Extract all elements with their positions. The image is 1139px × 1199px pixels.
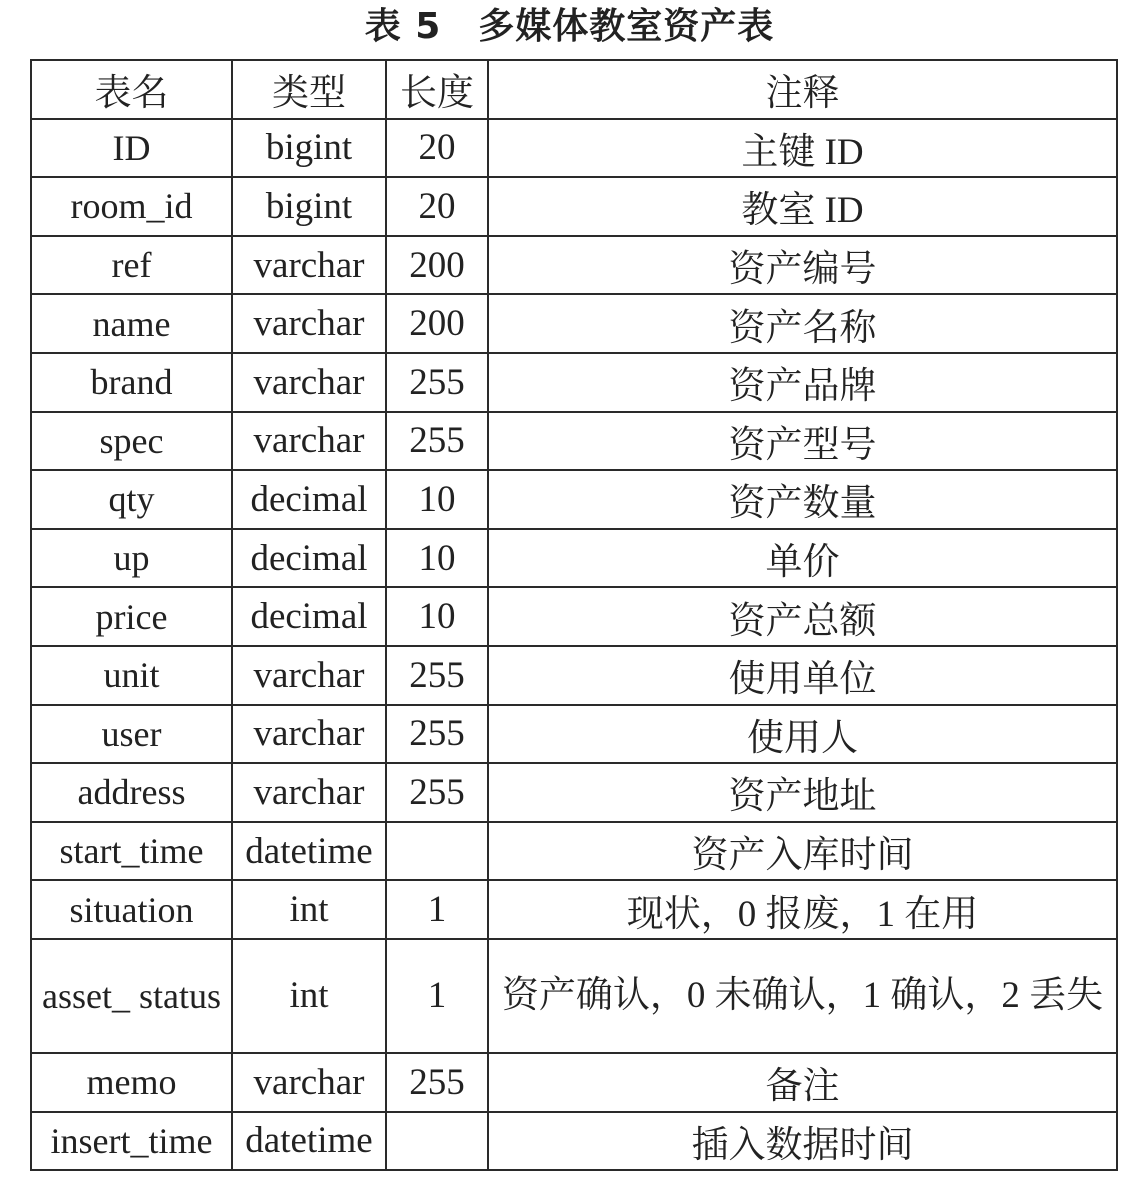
table-row: [31, 1053, 1117, 1112]
table-row: [31, 529, 1117, 588]
cell-name: start_time: [31, 822, 232, 881]
table-row: [31, 236, 1117, 295]
cell-name: asset_ status: [31, 939, 232, 1053]
cell-type: bigint: [232, 177, 386, 236]
cell-length: 200: [386, 236, 488, 295]
cell-name: situation: [31, 880, 232, 939]
cell-name: insert_time: [31, 1112, 232, 1171]
cell-length: 20: [386, 119, 488, 178]
cell-comment: 资产品牌: [488, 353, 1117, 412]
cell-type: bigint: [232, 119, 386, 178]
cell-length: 10: [386, 470, 488, 529]
cell-name: memo: [31, 1053, 232, 1112]
table-row: [31, 705, 1117, 764]
table-row: [31, 1112, 1117, 1171]
cell-name: unit: [31, 646, 232, 705]
table-row: [31, 119, 1117, 178]
cell-comment: 使用单位: [488, 646, 1117, 705]
table-caption: 表 5 多媒体教室资产表: [364, 6, 775, 47]
cell-name: room_id: [31, 177, 232, 236]
header-row: [31, 60, 1117, 119]
cell-type: int: [232, 939, 386, 1053]
cell-comment: 资产型号: [488, 412, 1117, 471]
cell-type: decimal: [232, 529, 386, 588]
table-row: [31, 763, 1117, 822]
cell-length: 255: [386, 353, 488, 412]
cell-comment: 资产确认，0 未确认，1 确认，2 丢失: [488, 939, 1117, 1053]
table-row: [31, 880, 1117, 939]
cell-type: varchar: [232, 1053, 386, 1112]
cell-length: 20: [386, 177, 488, 236]
cell-length: 255: [386, 763, 488, 822]
cell-type: decimal: [232, 470, 386, 529]
cell-comment: 资产地址: [488, 763, 1117, 822]
cell-name: qty: [31, 470, 232, 529]
cell-comment: 资产名称: [488, 294, 1117, 353]
cell-length: 200: [386, 294, 488, 353]
cell-name: ref: [31, 236, 232, 295]
cell-type: varchar: [232, 705, 386, 764]
header-cell-length: 长度: [386, 60, 488, 119]
cell-comment: 教室 ID: [488, 177, 1117, 236]
table-row: [31, 177, 1117, 236]
cell-type: datetime: [232, 822, 386, 881]
table-row: [31, 470, 1117, 529]
cell-length: [386, 1112, 488, 1171]
cell-type: datetime: [232, 1112, 386, 1171]
cell-name: up: [31, 529, 232, 588]
cell-type: varchar: [232, 353, 386, 412]
cell-length: 255: [386, 412, 488, 471]
cell-comment: 主键 ID: [488, 119, 1117, 178]
cell-length: 255: [386, 705, 488, 764]
cell-type: varchar: [232, 412, 386, 471]
cell-comment: 资产总额: [488, 587, 1117, 646]
cell-comment: 资产编号: [488, 236, 1117, 295]
cell-comment: 插入数据时间: [488, 1112, 1117, 1171]
cell-name: price: [31, 587, 232, 646]
cell-length: 10: [386, 529, 488, 588]
table-row: [31, 822, 1117, 881]
cell-length: 255: [386, 1053, 488, 1112]
cell-comment: 使用人: [488, 705, 1117, 764]
cell-type: varchar: [232, 763, 386, 822]
header-cell-name: 表名: [31, 60, 232, 119]
cell-length: 255: [386, 646, 488, 705]
table-row: [31, 294, 1117, 353]
cell-name: spec: [31, 412, 232, 471]
cell-type: varchar: [232, 236, 386, 295]
cell-comment: 单价: [488, 529, 1117, 588]
cell-length: 10: [386, 587, 488, 646]
cell-comment: 资产入库时间: [488, 822, 1117, 881]
header-cell-comment: 注释: [488, 60, 1117, 119]
cell-comment: 现状，0 报废，1 在用: [488, 880, 1117, 939]
cell-length: [386, 822, 488, 881]
cell-type: varchar: [232, 646, 386, 705]
cell-type: int: [232, 880, 386, 939]
header-cell-type: 类型: [232, 60, 386, 119]
cell-type: varchar: [232, 294, 386, 353]
cell-name: brand: [31, 353, 232, 412]
cell-length: 1: [386, 880, 488, 939]
cell-type: decimal: [232, 587, 386, 646]
cell-name: ID: [31, 119, 232, 178]
table-row: [31, 646, 1117, 705]
cell-length: 1: [386, 939, 488, 1053]
asset-table: [30, 59, 1118, 1171]
cell-comment: 备注: [488, 1053, 1117, 1112]
table-row: [31, 587, 1117, 646]
table-row: [31, 353, 1117, 412]
table-row: [31, 939, 1117, 1053]
cell-name: name: [31, 294, 232, 353]
cell-name: user: [31, 705, 232, 764]
cell-name: address: [31, 763, 232, 822]
cell-comment: 资产数量: [488, 470, 1117, 529]
table-row: [31, 412, 1117, 471]
